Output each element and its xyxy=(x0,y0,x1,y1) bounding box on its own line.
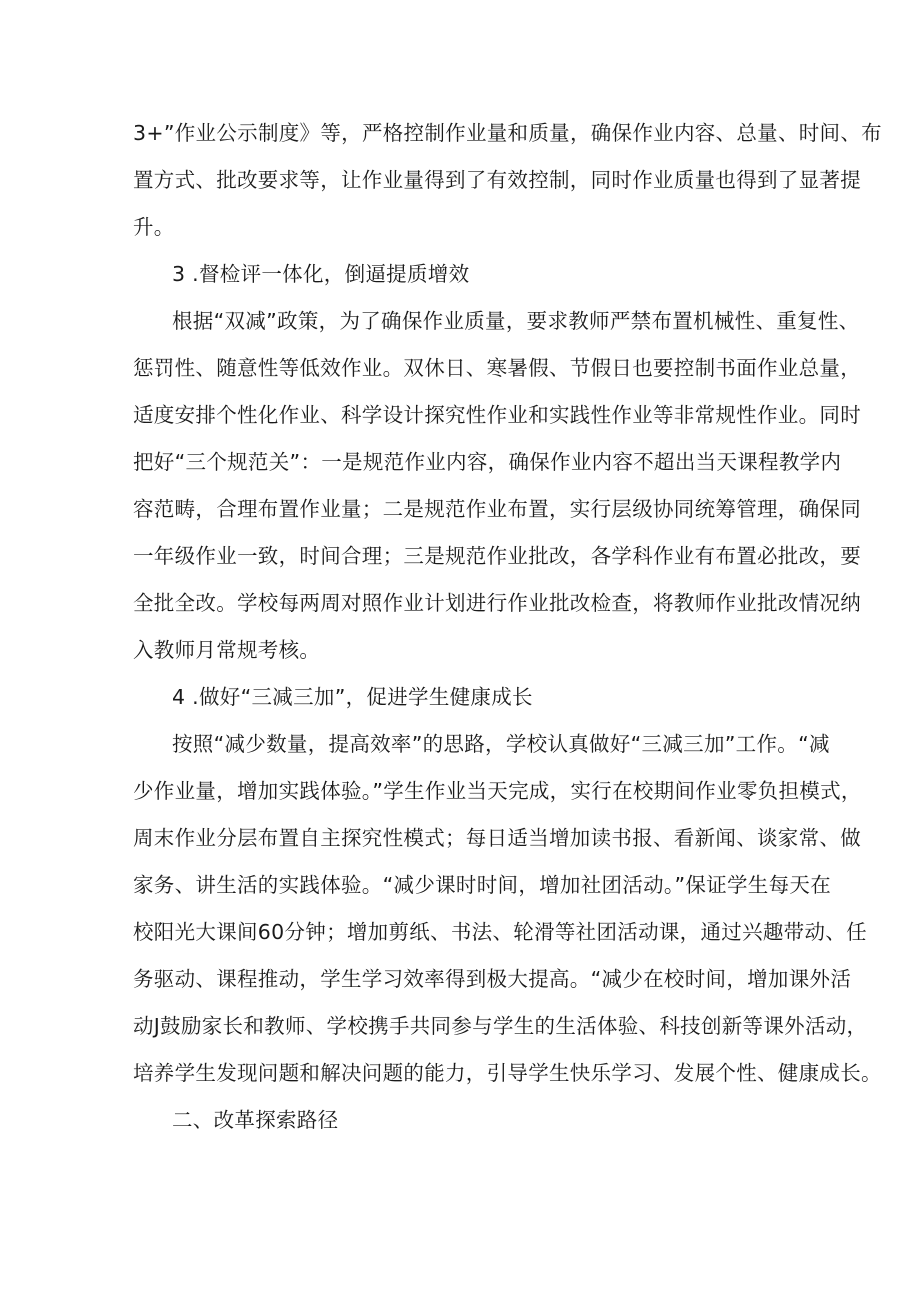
text-line: 周末作业分层布置自主探究性模式；每日适当增加读书报、看新闻、谈家常、做 xyxy=(133,826,861,850)
section-heading: 4 .做好“三减三加”，促进学生健康成长 xyxy=(172,685,533,709)
text-line: 3+”作业公示制度》等，严格控制作业量和质量，确保作业内容、总量、时间、布 xyxy=(133,121,882,145)
text-line: 置方式、批改要求等，让作业量得到了有效控制，同时作业质量也得到了显著提 xyxy=(133,168,861,192)
text-line: 少作业量，增加实践体验。”学生作业当天完成，实行在校期间作业零负担模式， xyxy=(133,779,862,803)
text-line: 全批全改。学校每两周对照作业计划进行作业批改检查，将教师作业批改情况纳 xyxy=(133,591,861,615)
text-line: 动J鼓励家长和教师、学校携手共同参与学生的生活体验、科技创新等课外活动， xyxy=(133,1014,868,1038)
text-line: 惩罚性、随意性等低效作业。双休日、寒暑假、节假日也要控制书面作业总量， xyxy=(133,356,861,380)
text-line: 一年级作业一致，时间合理；三是规范作业批改，各学科作业有布置必批改，要 xyxy=(133,544,861,568)
section-heading: 二、改革探索路径 xyxy=(172,1108,339,1132)
text-line: 根据“双减”政策，为了确保作业质量，要求教师严禁布置机械性、重复性、 xyxy=(172,309,860,333)
text-line: 适度安排个性化作业、科学设计探究性作业和实践性作业等非常规性作业。同时 xyxy=(133,403,861,427)
text-line: 按照“减少数量，提高效率”的思路，学校认真做好“三减三加”工作。“减 xyxy=(172,732,830,756)
text-line: 把好“三个规范关”：一是规范作业内容，确保作业内容不超出当天课程教学内 xyxy=(133,450,842,474)
text-line: 升。 xyxy=(133,215,175,239)
text-line: 校阳光大课间60分钟；增加剪纸、书法、轮滑等社团活动课，通过兴趣带动、任 xyxy=(133,920,867,944)
text-line: 务驱动、课程推动，学生学习效率得到极大提高。“减少在校时间，增加课外活 xyxy=(133,967,852,991)
text-line: 培养学生发现问题和解决问题的能力，引导学生快乐学习、发展个性、健康成长。 xyxy=(133,1061,882,1085)
text-line: 家务、讲生活的实践体验。“减少课时时间，增加社团活动。”保证学生每天在 xyxy=(133,873,831,897)
section-heading: 3 .督检评一体化，倒逼提质增效 xyxy=(172,262,470,286)
text-line: 入教师月常规考核。 xyxy=(133,638,321,662)
text-line: 容范畴，合理布置作业量；二是规范作业布置，实行层级协同统筹管理，确保同 xyxy=(133,497,861,521)
